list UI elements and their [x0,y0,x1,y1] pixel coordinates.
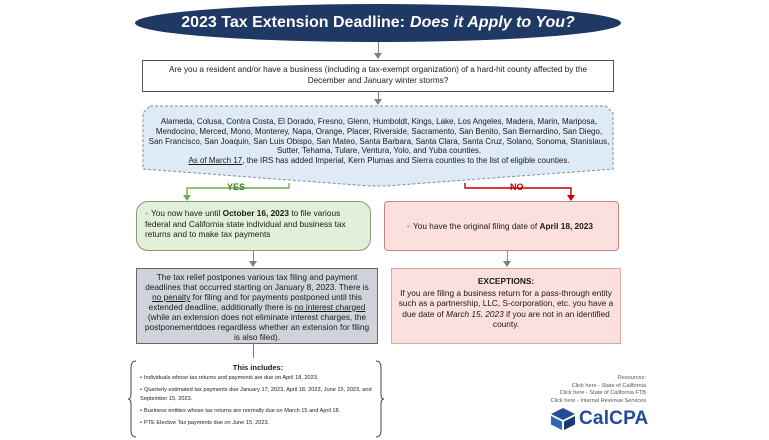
no-label: NO [510,182,524,192]
branch-connectors [0,0,769,210]
yes-text-after: to file various federal and California state individual and business tax returns and to make tax payments [145,208,346,239]
yes-text-before: You now have until [150,208,223,218]
relief-text-3: (while an extension does not eliminate interest charges, the postponementdoes regardless whether an extension for filing is also filed). [144,312,370,342]
includes-title: This includes: [232,363,284,372]
calcpa-logo [551,408,648,430]
relief-text-2: for filing and for payments postponed until this extended deadline, additionally there is [148,292,362,312]
counties-added-text: , the IRS has added Imperial, Kern Plumas and Sierra counties to the list of eligible counties. [242,156,570,166]
calcpa-logo-text: CalCPA [579,408,649,429]
exceptions-date: March 15, 2023 [446,308,504,319]
list-item: • Individuals whose tax returns and payments are due on April 18, 2023. [140,374,378,382]
yes-result-box [136,201,371,251]
connector-line [253,344,254,358]
connector-line [507,251,508,261]
resource-link-ftb[interactable]: Click here - State of California FTB [559,390,646,397]
exceptions-text-after: if you are not in an identified county. [492,308,610,329]
connector-line [253,251,254,261]
list-item: • PTE Elective Tax payments due on June 15, 2023. [140,419,378,427]
no-text-before: You have the original filing date of [412,220,540,231]
title-question: Does it Apply to You? [410,14,575,31]
yes-deadline-date: October 16, 2023 [222,208,290,218]
calcpa-logo-icon [551,408,575,430]
no-result-box [384,201,619,251]
title-main: 2023 Tax Extension Deadline: [181,14,406,31]
connector-arrow [249,261,257,267]
resources-panel [512,375,646,405]
connector-arrow [503,261,511,267]
resource-link-ca[interactable]: Click here - State of California [571,382,646,389]
exceptions-header: EXCEPTIONS: [477,276,535,286]
relief-details-box [136,268,378,344]
bullet-icon: ◦ [145,208,148,218]
counties-added-date: As of March 17 [188,156,243,166]
relief-no-penalty: no penalty [152,292,191,302]
exceptions-box [391,268,621,344]
list-item: • Business entities whose tax returns are normally due on March 15 and April 18. [140,407,378,415]
list-item: • Quarterly estimated tax payments due January 17, 2023, April 18, 2023, June 15, 2023, and September 15, 2023. [140,386,378,402]
relief-text-1: The tax relief postpones various tax filing and payment deadlines that occurred starting on January 8, 2023. There is [145,272,369,292]
no-deadline-date: April 18, 2023 [539,220,594,231]
resource-link-irs[interactable]: Click here - Internal Revenue Services [550,397,646,404]
exceptions-text-before: If you are filing a business return for a pass-through entity such as a partnership, LLC, S-corporation, etc. you have a due date of [398,287,614,319]
yes-label: YES [227,182,246,192]
question-box: Are you a resident and/or have a business (including a tax-exempt organization) of a hard-hit county affected by the December and January winter storms? [142,60,614,92]
counties-names: Alameda, Colusa, Contra Costa, El Dorado, Fresno, Glenn, Humboldt, Kings, Lake, Los Angeles, Madera, Marin, Mariposa, Mendocino, Merced, Mono, Monterey, Napa, Orange, Placer, Riverside, Sacramento, San Benito, San Bernardino, San Diego, San Francisco, San Joaquin, San Luis Obispo, San Mateo, Santa Barbara, Santa Clara, Santa Cruz, Solano, Sonoma, Stanislaus, Sutter, Tehama, Tulare, Ventura, Yolo, and Yuba counties. [148,117,610,156]
resources-title: Resources: [617,375,646,381]
relief-no-interest: no interest charged [294,302,366,312]
bullet-icon: ◦ [407,220,410,231]
includes-list [140,374,378,432]
